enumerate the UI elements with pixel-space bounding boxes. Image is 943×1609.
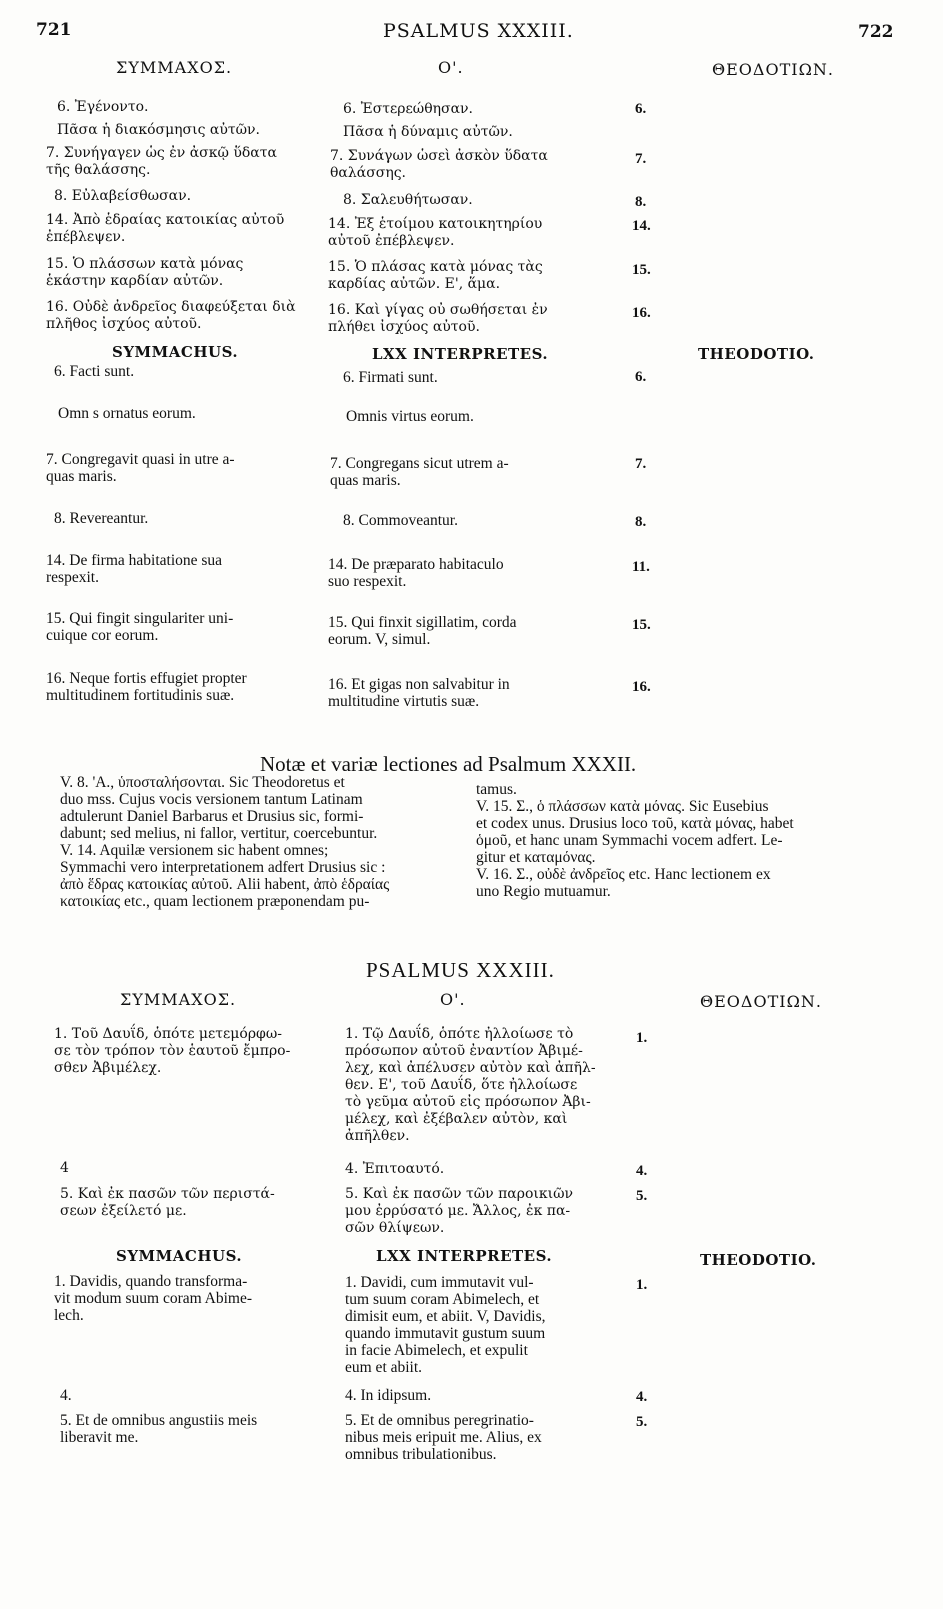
greek2-theo-5: 5. <box>636 1188 648 1204</box>
greek-theo-8: 8. <box>635 194 647 210</box>
latin-theo-8: 8. <box>635 514 647 530</box>
latin-sym-6: 6. Facti sunt. <box>54 363 135 380</box>
col-head-symmachus-latin-2: SYMMACHUS. <box>116 1247 243 1265</box>
page-number-left: 721 <box>36 20 72 40</box>
greek2-sym-4: 4 <box>60 1160 69 1176</box>
notes-left-column: V. 8. 'Α., ὑποσταλήσονται. Sic Theodoretus et duo mss. Cujus vocis versionem tantum Latinam adtulerunt Daniel Barbarus et Drusius sic, formi- dabunt; sed melius, ni fallor, vertitur, coercebuntur. V. 14. Aquilæ versionem sic habent omnes; Symmachi vero interpretationem adfert Drusius sic : ἀπὸ ἕδρας κατοικίας αὐτοῦ. Alii habent, ἀπὸ ἑδραίας κατοικίας etc., quam lectionem præponendam pu- <box>60 774 390 910</box>
latin-theo-6: 6. <box>635 369 647 385</box>
greek-lxx-7: 7. Συνάγων ὡσεὶ ἀσκὸν ὕδατα θαλάσσης. <box>330 148 548 181</box>
greek-sym-6b: Πᾶσα ἡ διακόσμησις αὐτῶν. <box>57 122 260 138</box>
greek-sym-8: 8. Εὐλαβείσθωσαν. <box>54 188 192 204</box>
latin-sym-6b: Omn s ornatus eorum. <box>58 405 196 422</box>
latin2-sym-1: 1. Davidis, quando transforma- vit modum suum coram Abime- lech. <box>54 1273 253 1324</box>
greek-theo-7: 7. <box>635 151 647 167</box>
running-title: PSALMUS XXXIII. <box>383 20 574 42</box>
col-head-symmachus-greek-2: ΣΥΜΜΑΧΟΣ. <box>120 990 237 1009</box>
greek2-sym-5: 5. Καὶ ἐκ πασῶν τῶν περιστά- σεων ἐξείλετό με. <box>60 1186 275 1219</box>
latin-sym-7: 7. Congregavit quasi in utre a- quas maris. <box>46 451 235 485</box>
latin-sym-14: 14. De firma habitatione sua respexit. <box>46 552 223 586</box>
col-head-symmachus-greek: ΣΥΜΜΑΧΟΣ. <box>116 58 233 77</box>
latin-lxx-16: 16. Et gigas non salvabitur in multitudine virtutis suæ. <box>328 676 510 710</box>
col-head-lxx-greek-2: Ο'. <box>440 990 466 1009</box>
greek-sym-14: 14. Ἀπὸ ἑδραίας κατοικίας αὐτοῦ ἐπέβλεψεν. <box>46 212 285 245</box>
latin-lxx-15: 15. Qui finxit sigillatim, corda eorum. V, simul. <box>328 614 517 648</box>
latin2-sym-5: 5. Et de omnibus angustiis meis liberavit me. <box>60 1412 258 1446</box>
latin-theo-7: 7. <box>635 456 647 472</box>
greek-lxx-15: 15. Ὁ πλάσας κατὰ μόνας τὰς καρδίας αὐτῶν. Ε', ἅμα. <box>328 259 543 292</box>
col-head-theodotio-latin: THEODOTIO. <box>698 345 815 363</box>
latin2-theo-1: 1. <box>636 1277 648 1293</box>
page-number-right: 722 <box>858 22 894 42</box>
greek-lxx-16: 16. Καὶ γίγας οὐ σωθήσεται ἐν πλήθει ἰσχύος αὐτοῦ. <box>328 302 548 335</box>
greek-sym-15: 15. Ὁ πλάσσων κατὰ μόνας ἑκάστην καρδίαν αὐτῶν. <box>46 256 244 289</box>
col-head-theodotion-greek: ΘΕΟΔΟΤΙΩΝ. <box>712 60 834 79</box>
col-head-lxx-latin-2: LXX INTERPRETES. <box>376 1247 553 1265</box>
latin-sym-16: 16. Neque fortis effugiet propter multitudinem fortitudinis suæ. <box>46 670 247 704</box>
notes-right-column: tamus. V. 15. Σ., ὁ πλάσσων κατὰ μόνας. Sic Eusebius et codex unus. Drusius loco τοῦ, κατὰ μόνας, habet ὁμοῦ, et hanc unam Symmachi vocem adfert. Le- gitur et καταμόνας. V. 16. Σ., οὐδὲ ἀνδρεῖος etc. Hanc lectionem ex uno Regio mutuamur. <box>476 781 794 900</box>
latin-lxx-6: 6. Firmati sunt. <box>343 369 438 386</box>
latin2-lxx-4: 4. In idipsum. <box>345 1387 432 1404</box>
greek-lxx-14: 14. Ἐξ ἑτοίμου κατοικητηρίου αὐτοῦ ἐπέβλεψεν. <box>328 216 543 249</box>
latin2-lxx-5: 5. Et de omnibus peregrinatio- nibus meis eripuit me. Alius, ex omnibus tribulationibus. <box>345 1412 542 1463</box>
greek-lxx-6: 6. Ἐστερεώθησαν. <box>343 101 473 117</box>
greek2-sym-1: 1. Τοῦ Δαυΐδ, ὁπότε μετεμόρφω- σε τὸν τρόπον τὸν ἑαυτοῦ ἔμπρο- σθεν Ἀβιμέλεχ. <box>54 1026 291 1076</box>
greek-sym-7: 7. Συνήγαγεν ὡς ἐν ἀσκῷ ὕδατα τῆς θαλάσσης. <box>46 145 277 178</box>
latin-theo-14: 11. <box>632 559 650 575</box>
latin-theo-16: 16. <box>632 679 651 695</box>
greek-lxx-6b: Πᾶσα ἡ δύναμις αὐτῶν. <box>343 124 513 140</box>
col-head-theodotion-greek-2: ΘΕΟΔΟΤΙΩΝ. <box>700 992 822 1011</box>
col-head-lxx-latin: LXX INTERPRETES. <box>372 345 549 363</box>
latin2-theo-5: 5. <box>636 1414 648 1430</box>
latin-sym-8: 8. Revereantur. <box>54 510 149 527</box>
latin-theo-15: 15. <box>632 617 651 633</box>
greek-lxx-8: 8. Σαλευθήτωσαν. <box>343 192 473 208</box>
latin-lxx-7: 7. Congregans sicut utrem a- quas maris. <box>330 455 509 489</box>
notes-title: Notæ et variæ lectiones ad Psalmum XXXII. <box>260 752 637 776</box>
psalm-title: PSALMUS XXXIII. <box>366 958 555 982</box>
greek2-theo-1: 1. <box>636 1030 648 1046</box>
greek2-lxx-4: 4. Ἐπιτοαυτό. <box>345 1161 445 1177</box>
greek-theo-15: 15. <box>632 262 651 278</box>
greek-sym-6: 6. Ἐγένοντο. <box>57 99 149 115</box>
greek-sym-16: 16. Οὐδὲ ἀνδρεῖος διαφεύξεται διὰ πλῆθος ἰσχύος αὐτοῦ. <box>46 299 296 332</box>
latin-sym-15: 15. Qui fingit singulariter uni- cuique cor eorum. <box>46 610 234 644</box>
latin2-theo-4: 4. <box>636 1389 648 1405</box>
greek2-lxx-5: 5. Καὶ ἐκ πασῶν τῶν παροικιῶν μου ἐρρύσατό με. Ἄλλος, ἐκ πα- σῶν θλίψεων. <box>345 1186 574 1236</box>
latin2-sym-4: 4. <box>60 1387 72 1404</box>
greek2-lxx-1: 1. Τῷ Δαυΐδ, ὁπότε ἠλλοίωσε τὸ πρόσωπον αὐτοῦ ἐναντίον Ἀβιμέ- λεχ, καὶ ἀπέλυσεν αὐτὸν καὶ ἀπῆλ- θεν. Ε', τοῦ Δαυΐδ, ὅτε ἠλλοίωσε τὸ γεῦμα αὐτοῦ εἰς πρόσωπον Ἀβι- μέλεχ, καὶ ἐξέβαλεν αὐτὸν, καὶ ἀπῆλθεν. <box>345 1026 596 1144</box>
latin-lxx-14: 14. De præparato habitaculo suo respexit. <box>328 556 504 590</box>
greek-theo-14: 14. <box>632 218 651 234</box>
latin-lxx-8: 8. Commoveantur. <box>343 512 458 529</box>
greek-theo-16: 16. <box>632 305 651 321</box>
col-head-symmachus-latin: SYMMACHUS. <box>112 343 239 361</box>
latin2-lxx-1: 1. Davidi, cum immutavit vul- tum suum coram Abimelech, et dimisit eum, et abiit. V, Davidis, quando immutavit gustum suum in facie Abimelech, et expulit eum et abiit. <box>345 1274 546 1376</box>
latin-lxx-6b: Omnis virtus eorum. <box>346 408 474 425</box>
col-head-theodotio-latin-2: THEODOTIO. <box>700 1251 817 1269</box>
col-head-lxx-greek: Ο'. <box>438 58 464 77</box>
greek-theo-6: 6. <box>635 101 647 117</box>
greek2-theo-4: 4. <box>636 1163 648 1179</box>
